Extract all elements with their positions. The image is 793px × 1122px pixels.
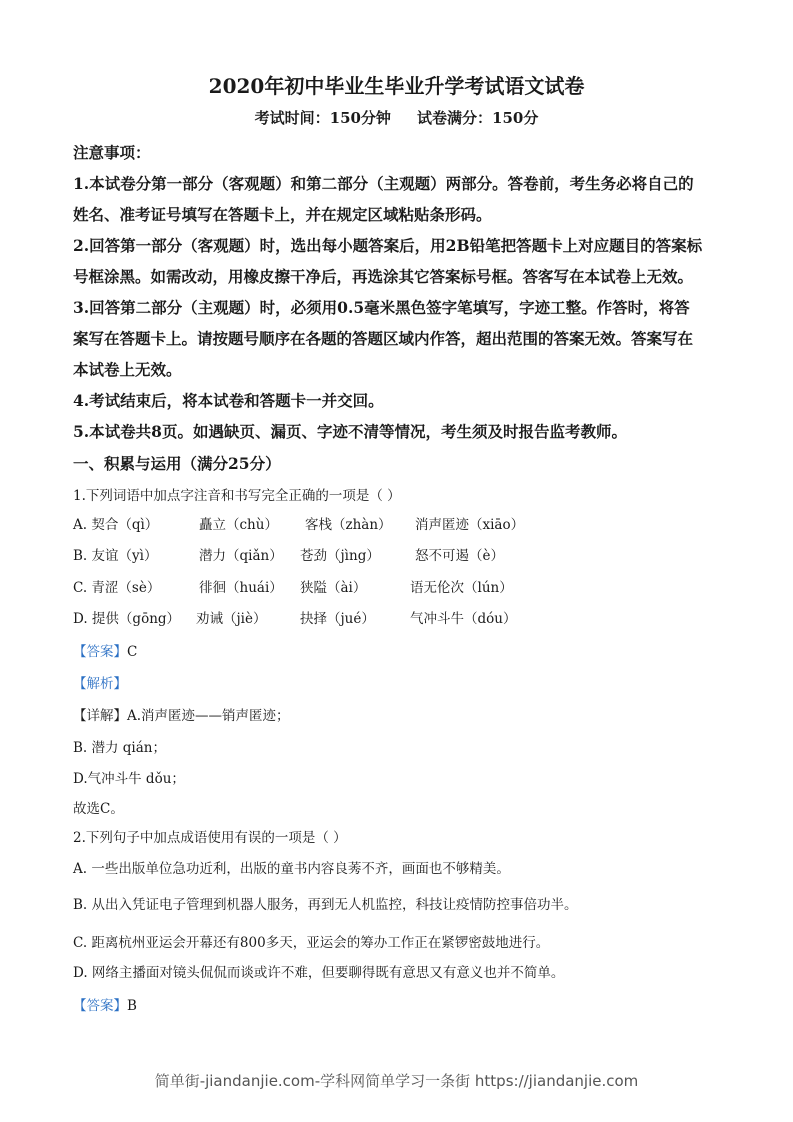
q1-option: 苍劲（jìng） <box>300 548 380 564</box>
question-1-stem: 1.下列词语中加点字注音和书写完全正确的一项是（ ） <box>73 488 401 504</box>
q2-option: B. 从出入凭证电子管理到机器人服务，再到无人机监控，科技让疫情防控事倍功半。 <box>73 897 578 913</box>
notice-line: 号框涂黑。如需改动，用橡皮擦干净后，再选涂其它答案标号框。答客写在本试卷上无效。 <box>73 267 694 286</box>
q1-option: 狭隘（ài） <box>300 580 367 596</box>
answer-value: B <box>127 998 137 1014</box>
q1-note: 故选C。 <box>73 801 124 817</box>
q1-analysis-tag: 【解析】 <box>73 676 127 692</box>
notice-line: 本试卷上无效。 <box>73 360 182 379</box>
notice-line: 1.本试卷分第一部分（客观题）和第二部分（主观题）两部分。答卷前，考生务必将自己的 <box>73 174 694 193</box>
notice-line: 姓名、准考证号填写在答题卡上，并在规定区域粘贴条形码。 <box>73 205 492 224</box>
notice-line: 3.回答第二部分（主观题）时，必须用0.5毫米黑色签字笔填写，字迹工整。作答时，将答 <box>73 298 690 317</box>
q1-option: 抉择（jué） <box>300 611 375 627</box>
q1-option: 客栈（zhàn） <box>305 517 392 533</box>
q1-option: 潜力（qiǎn） <box>199 548 283 564</box>
page-title: 2020年初中毕业生毕业升学考试语文试卷 <box>208 74 585 98</box>
answer-tag: 【答案】 <box>73 998 127 1014</box>
answer-value: C <box>127 644 138 660</box>
q2-option: C. 距离杭州亚运会开幕还有800多天，亚运会的筹办工作正在紧锣密鼓地进行。 <box>73 935 550 951</box>
question-2-stem: 2.下列句子中加点成语使用有误的一项是（ ） <box>73 830 347 846</box>
q1-option: B. 友谊（yì） <box>73 548 158 564</box>
q1-option: C. 青涩（sè） <box>73 580 161 596</box>
detail-text: A.消声匿迹——销声匿迹； <box>127 708 290 724</box>
q1-option: 消声匿迹（xiāo） <box>415 517 525 533</box>
q1-option: 怒不可遏（è） <box>415 548 504 564</box>
q2-answer <box>73 994 137 1014</box>
q1-note: B. 潜力 qián； <box>73 740 166 756</box>
q2-option: D. 网络主播面对镜头侃侃而谈或许不难，但要聊得既有意思又有意义也并不简单。 <box>73 965 565 981</box>
section-heading: 一、积累与运用（满分25分） <box>73 454 281 473</box>
q1-note: D.气冲斗牛 dǒu； <box>73 771 185 787</box>
notice-line: 4.考试结束后，将本试卷和答题卡一并交回。 <box>73 391 384 410</box>
q1-answer <box>73 640 137 660</box>
page-footer: 简单街-jiandanjie.com-学科网简单学习一条街 https://jiandanjie.com <box>154 1072 639 1090</box>
q1-option: 徘徊（huái） <box>199 580 283 596</box>
q1-option: 气冲斗牛（dóu） <box>410 611 517 627</box>
detail-tag: 【详解】 <box>73 708 127 724</box>
notice-line: 案写在答题卡上。请按题号顺序在各题的答题区域内作答，超出范围的答案无效。答案写在 <box>73 329 694 348</box>
answer-tag: 【答案】 <box>73 644 127 660</box>
q1-option: A. 契合（qì） <box>73 517 159 533</box>
q1-detail <box>73 704 290 724</box>
q1-option: 矗立（chù） <box>199 517 278 533</box>
notice-line: 5.本试卷共8页。如遇缺页、漏页、字迹不清等情况，考生须及时报告监考教师。 <box>73 422 627 441</box>
exam-info: 考试时间：150分钟 试卷满分：150分 <box>254 109 539 127</box>
q2-option: A. 一些出版单位急功近利，出版的童书内容良莠不齐，画面也不够精美。 <box>73 861 510 877</box>
q1-option: 语无伦次（lún） <box>410 580 513 596</box>
q1-option: 劝诫（jiè） <box>196 611 267 627</box>
q1-option: D. 提供（gōng） <box>73 611 181 627</box>
notice-heading: 注意事项： <box>73 143 151 162</box>
notice-line: 2.回答第一部分（客观题）时，选出每小题答案后，用2B铅笔把答题卡上对应题目的答案标 <box>73 236 703 255</box>
